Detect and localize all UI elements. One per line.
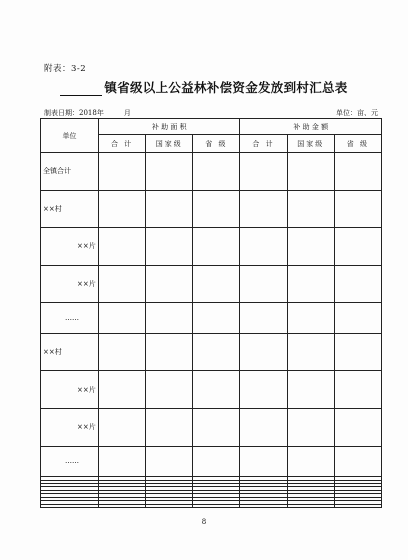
table-cell xyxy=(146,190,193,228)
table-cell xyxy=(334,333,381,371)
table-row xyxy=(41,409,382,447)
table-cell xyxy=(193,153,240,191)
sub-header: 合 计 xyxy=(240,135,287,153)
table-cell xyxy=(334,228,381,266)
table-cell xyxy=(240,446,287,477)
table-cell xyxy=(287,371,334,409)
table-cell xyxy=(99,190,146,228)
table-cell xyxy=(287,228,334,266)
table-cell xyxy=(287,265,334,303)
table-cell xyxy=(240,303,287,334)
row-label xyxy=(41,504,99,507)
amount-group-header: 补 助 金 额 xyxy=(240,119,382,135)
table-row xyxy=(41,228,382,266)
table-cell xyxy=(146,228,193,266)
table-cell xyxy=(99,228,146,266)
table-row xyxy=(41,303,382,334)
table-cell xyxy=(334,446,381,477)
table-cell xyxy=(99,153,146,191)
table-date xyxy=(44,108,131,118)
table-row xyxy=(41,446,382,477)
row-label: …… xyxy=(41,303,99,334)
table-cell xyxy=(146,333,193,371)
table-cell xyxy=(334,371,381,409)
row-label: ××片 xyxy=(41,371,99,409)
summary-table xyxy=(40,118,382,508)
sub-header: 合 计 xyxy=(99,135,146,153)
row-label: ××村 xyxy=(41,333,99,371)
table-cell xyxy=(240,504,287,507)
table-cell xyxy=(99,409,146,447)
table-row xyxy=(41,153,382,191)
table-cell xyxy=(334,190,381,228)
table-cell xyxy=(240,265,287,303)
table-cell xyxy=(146,371,193,409)
page-number: 8 xyxy=(201,518,207,526)
table-row xyxy=(41,190,382,228)
table-row xyxy=(41,265,382,303)
table-cell xyxy=(287,333,334,371)
attachment-label: 附表：3-2 xyxy=(44,64,87,74)
table-row xyxy=(41,504,382,507)
table-cell xyxy=(146,265,193,303)
row-label: ××村 xyxy=(41,190,99,228)
table-cell xyxy=(193,303,240,334)
table-cell xyxy=(287,303,334,334)
table-cell xyxy=(287,409,334,447)
table-cell xyxy=(193,265,240,303)
table-row xyxy=(41,371,382,409)
table-cell xyxy=(146,303,193,334)
area-group-header: 补 助 面 积 xyxy=(99,119,240,135)
sub-header: 国家级 xyxy=(287,135,334,153)
table-cell xyxy=(193,333,240,371)
table-cell xyxy=(240,153,287,191)
table-cell xyxy=(240,333,287,371)
table-cell xyxy=(240,228,287,266)
table-cell xyxy=(99,371,146,409)
table-cell xyxy=(287,446,334,477)
table-cell xyxy=(99,446,146,477)
title-blank-line xyxy=(60,83,102,96)
table-cell xyxy=(99,303,146,334)
sub-header: 国家级 xyxy=(146,135,193,153)
document-title xyxy=(0,78,408,96)
table-cell xyxy=(193,409,240,447)
table-cell xyxy=(99,333,146,371)
table-cell xyxy=(193,371,240,409)
table-cell xyxy=(193,504,240,507)
table-cell xyxy=(99,265,146,303)
date-label: 制表日期：2018年 xyxy=(44,109,104,117)
month-label: 月 xyxy=(123,109,131,117)
table-cell xyxy=(99,504,146,507)
sub-header: 省 级 xyxy=(193,135,240,153)
table-cell xyxy=(240,409,287,447)
row-label: ××片 xyxy=(41,228,99,266)
table-cell xyxy=(334,409,381,447)
row-label: ××片 xyxy=(41,265,99,303)
title-text: 镇省级以上公益林补偿资金发放到村汇总表 xyxy=(104,80,348,95)
table-cell xyxy=(334,504,381,507)
row-label: ××片 xyxy=(41,409,99,447)
table-cell xyxy=(146,504,193,507)
table-cell xyxy=(193,190,240,228)
table-cell xyxy=(287,504,334,507)
table-cell xyxy=(240,190,287,228)
sub-header: 省 级 xyxy=(334,135,381,153)
table-cell xyxy=(146,409,193,447)
table-row xyxy=(41,333,382,371)
table-cell xyxy=(240,371,287,409)
table-cell xyxy=(334,303,381,334)
table-cell xyxy=(287,153,334,191)
table-cell xyxy=(287,190,334,228)
row-label: …… xyxy=(41,446,99,477)
unit-column-header: 单位 xyxy=(41,119,99,153)
table-cell xyxy=(146,446,193,477)
unit-label: 单位：亩、元 xyxy=(336,109,378,117)
table-cell xyxy=(146,153,193,191)
table-cell xyxy=(334,153,381,191)
table-cell xyxy=(334,265,381,303)
table-cell xyxy=(193,228,240,266)
table-cell xyxy=(193,446,240,477)
row-label: 全镇合计 xyxy=(41,153,99,191)
